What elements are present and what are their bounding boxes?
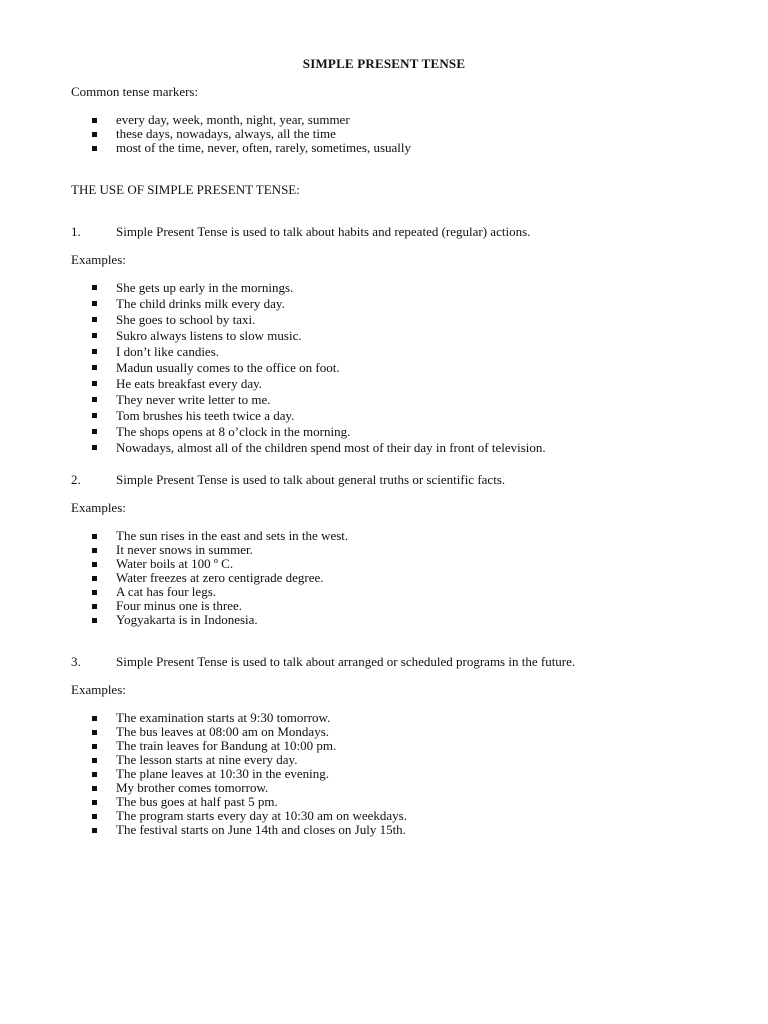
bullet-icon [92,814,97,819]
bullet-icon [92,333,97,338]
list-item: They never write letter to me. [92,392,546,408]
list-item: Nowadays, almost all of the children spend most of their day in front of television. [92,440,546,456]
bullet-icon [92,772,97,777]
list-item: Water freezes at zero centigrade degree. [92,571,348,585]
section-number: 3. [71,654,81,669]
list-item: He eats breakfast every day. [92,376,546,392]
section-1-examples-label: Examples: [71,252,126,267]
section-3-statement [71,655,575,669]
list-item: I don’t like candies. [92,344,546,360]
bullet-icon [92,301,97,306]
bullet-icon [92,534,97,539]
bullet-icon [92,397,97,402]
section-text: Simple Present Tense is used to talk about general truths or scientific facts. [116,472,506,487]
bullet-icon [92,132,97,137]
list-item: these days, nowadays, always, all the time [92,127,411,141]
section-1-statement [71,225,530,239]
bullet-icon [92,618,97,623]
list-item: Yogyakarta is in Indonesia. [92,613,348,627]
bullet-icon [92,758,97,763]
bullet-icon [92,716,97,721]
bullet-icon [92,590,97,595]
bullet-icon [92,349,97,354]
list-item: Four minus one is three. [92,599,348,613]
list-item: Water boils at 100 º C. [92,557,348,571]
list-item: It never snows in summer. [92,543,348,557]
bullet-icon [92,118,97,123]
list-item: The bus leaves at 08:00 am on Mondays. [92,725,407,739]
list-item: Madun usually comes to the office on foot. [92,360,546,376]
list-item: The bus goes at half past 5 pm. [92,795,407,809]
list-item: every day, week, month, night, year, summer [92,113,411,127]
section-3-examples-label: Examples: [71,682,126,697]
bullet-icon [92,429,97,434]
bullet-icon [92,285,97,290]
list-item: She goes to school by taxi. [92,312,546,328]
bullet-icon [92,786,97,791]
list-item: The shops opens at 8 o’clock in the morning. [92,424,546,440]
section-number: 2. [71,472,81,487]
use-heading: THE USE OF SIMPLE PRESENT TENSE: [71,182,300,197]
bullet-icon [92,365,97,370]
markers-list [92,113,411,155]
bullet-icon [92,604,97,609]
list-item: The examination starts at 9:30 tomorrow. [92,711,407,725]
bullet-icon [92,730,97,735]
bullet-icon [92,413,97,418]
bullet-icon [92,562,97,567]
list-item: The festival starts on June 14th and closes on July 15th. [92,823,407,837]
list-item: The lesson starts at nine every day. [92,753,407,767]
bullet-icon [92,576,97,581]
list-item: The train leaves for Bandung at 10:00 pm. [92,739,407,753]
list-item: Sukro always listens to slow music. [92,328,546,344]
section-2-examples-label: Examples: [71,500,126,515]
bullet-icon [92,744,97,749]
section-text: Simple Present Tense is used to talk about habits and repeated (regular) actions. [116,224,531,239]
section-number: 1. [71,224,81,239]
bullet-icon [92,317,97,322]
section-2-statement [71,473,505,487]
bullet-icon [92,146,97,151]
list-item: The program starts every day at 10:30 am on weekdays. [92,809,407,823]
bullet-icon [92,548,97,553]
list-item: The child drinks milk every day. [92,296,546,312]
list-item: The sun rises in the east and sets in the west. [92,529,348,543]
list-item: A cat has four legs. [92,585,348,599]
section-text: Simple Present Tense is used to talk about arranged or scheduled programs in the future. [116,654,576,669]
list-item: My brother comes tomorrow. [92,781,407,795]
page-title: SIMPLE PRESENT TENSE [302,56,466,71]
bullet-icon [92,381,97,386]
bullet-icon [92,828,97,833]
list-item: The plane leaves at 10:30 in the evening. [92,767,407,781]
bullet-icon [92,445,97,450]
section-1-examples [92,280,546,456]
markers-heading: Common tense markers: [71,84,199,99]
list-item: most of the time, never, often, rarely, sometimes, usually [92,141,411,155]
list-item: Tom brushes his teeth twice a day. [92,408,546,424]
bullet-icon [92,800,97,805]
section-3-examples [92,711,407,837]
section-2-examples [92,529,348,627]
list-item: She gets up early in the mornings. [92,280,546,296]
